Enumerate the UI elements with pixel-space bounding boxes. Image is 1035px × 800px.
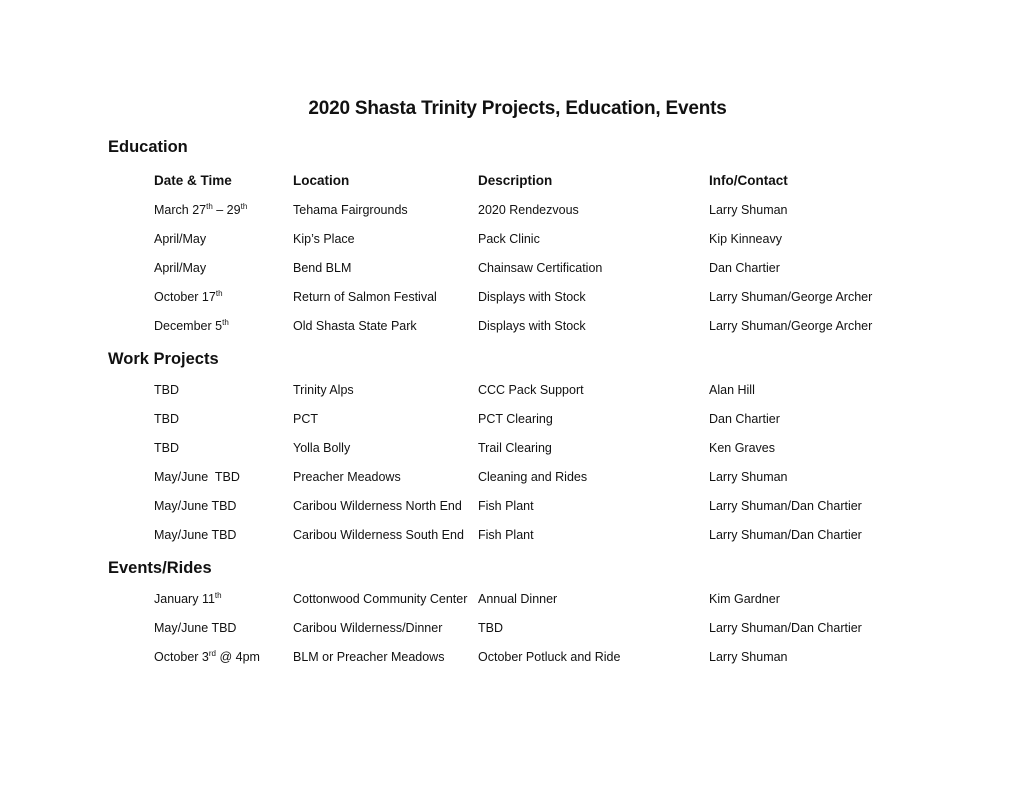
- table-row: [0, 229, 1035, 249]
- row-location: BLM or Preacher Meadows: [293, 650, 445, 664]
- row-location: Caribou Wilderness North End: [293, 499, 462, 513]
- table-row: [0, 525, 1035, 545]
- row-date: October 3rd @ 4pm: [154, 648, 260, 664]
- row-date: January 11th: [154, 590, 222, 606]
- row-contact: Larry Shuman/Dan Chartier: [709, 499, 862, 513]
- column-header-row: [0, 171, 1035, 191]
- row-description: Cleaning and Rides: [478, 470, 588, 484]
- row-description: Pack Clinic: [478, 232, 540, 246]
- row-description: Fish Plant: [478, 499, 534, 513]
- row-description: Annual Dinner: [478, 592, 558, 606]
- row-location: Old Shasta State Park: [293, 319, 417, 333]
- row-contact: Larry Shuman: [709, 203, 788, 217]
- row-date: TBD: [154, 412, 179, 426]
- table-row: [0, 618, 1035, 638]
- row-description: CCC Pack Support: [478, 383, 584, 397]
- row-description: Fish Plant: [478, 528, 534, 542]
- row-location: Tehama Fairgrounds: [293, 203, 408, 217]
- row-description: Displays with Stock: [478, 290, 586, 304]
- row-location: Yolla Bolly: [293, 441, 351, 455]
- row-contact: Larry Shuman/George Archer: [709, 319, 873, 333]
- row-location: Caribou Wilderness South End: [293, 528, 464, 542]
- row-date: April/May: [154, 232, 207, 246]
- row-contact: Larry Shuman: [709, 470, 788, 484]
- row-contact: Kip Kinneavy: [709, 232, 782, 246]
- row-location: Return of Salmon Festival: [293, 290, 437, 304]
- header-date: Date & Time: [154, 173, 232, 188]
- row-description: PCT Clearing: [478, 412, 553, 426]
- table-row: [0, 409, 1035, 429]
- row-location: Kip’s Place: [293, 232, 355, 246]
- table-row: [0, 496, 1035, 516]
- row-location: Cottonwood Community Center: [293, 592, 468, 606]
- table-row: [0, 589, 1035, 609]
- row-contact: Alan Hill: [709, 383, 755, 397]
- section-title-events-rides: Events/Rides: [108, 559, 212, 577]
- row-location: Caribou Wilderness/Dinner: [293, 621, 443, 635]
- row-contact: Dan Chartier: [709, 412, 780, 426]
- row-description: October Potluck and Ride: [478, 650, 621, 664]
- row-date: October 17th: [154, 288, 223, 304]
- row-date: TBD: [154, 441, 179, 455]
- row-contact: Larry Shuman: [709, 650, 788, 664]
- row-location: Trinity Alps: [293, 383, 354, 397]
- header-description: Description: [478, 173, 553, 188]
- row-contact: Larry Shuman/Dan Chartier: [709, 621, 862, 635]
- table-row: [0, 438, 1035, 458]
- row-contact: Larry Shuman/George Archer: [709, 290, 873, 304]
- row-contact: Dan Chartier: [709, 261, 780, 275]
- row-date: April/May: [154, 261, 207, 275]
- row-date: March 27th – 29th: [154, 201, 248, 217]
- row-description: Chainsaw Certification: [478, 261, 603, 275]
- row-description: 2020 Rendezvous: [478, 203, 579, 217]
- row-location: Bend BLM: [293, 261, 352, 275]
- table-row: [0, 287, 1035, 307]
- row-location: PCT: [293, 412, 318, 426]
- table-row: [0, 380, 1035, 400]
- section-title-work-projects: Work Projects: [108, 350, 219, 368]
- table-row: [0, 200, 1035, 220]
- table-row: [0, 467, 1035, 487]
- row-contact: Larry Shuman/Dan Chartier: [709, 528, 862, 542]
- table-row: [0, 647, 1035, 667]
- section-title-education: Education: [108, 138, 188, 156]
- row-description: Displays with Stock: [478, 319, 586, 333]
- row-date: May/June TBD: [154, 499, 237, 513]
- row-description: Trail Clearing: [478, 441, 552, 455]
- header-location: Location: [293, 173, 350, 188]
- row-date: TBD: [154, 383, 179, 397]
- row-date: May/June TBD: [154, 470, 240, 484]
- document-title: 2020 Shasta Trinity Projects, Education, Events: [308, 98, 727, 119]
- row-contact: Ken Graves: [709, 441, 776, 455]
- row-date: May/June TBD: [154, 528, 237, 542]
- row-date: December 5th: [154, 317, 229, 333]
- row-date: May/June TBD: [154, 621, 237, 635]
- header-contact: Info/Contact: [709, 173, 788, 188]
- table-row: [0, 258, 1035, 278]
- row-description: TBD: [478, 621, 503, 635]
- row-location: Preacher Meadows: [293, 470, 401, 484]
- row-contact: Kim Gardner: [709, 592, 780, 606]
- table-row: [0, 316, 1035, 336]
